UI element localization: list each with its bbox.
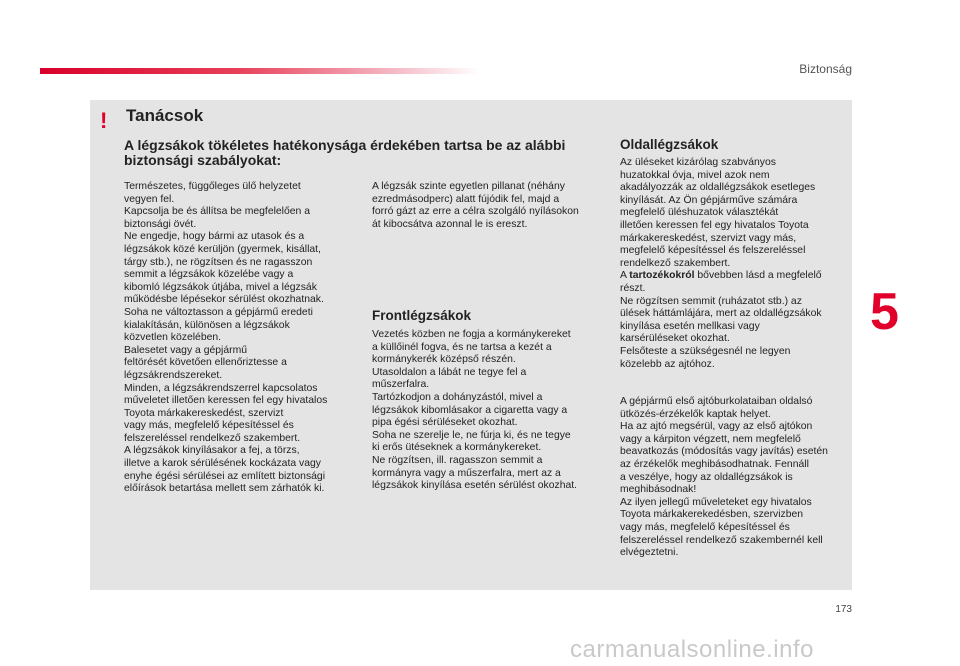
accessories-keyword: tartozékokról	[629, 270, 695, 282]
front-airbags-heading: Frontlégzsákok	[372, 308, 472, 323]
exclamation-icon: !	[100, 108, 108, 133]
main-heading: A légzsákok tökéletes hatékonysága érdekében tartsa be az alábbi biztonsági szabályokat:	[124, 137, 566, 168]
panel-title: Tanácsok	[126, 106, 204, 125]
watermark: carmanualsonline.info	[570, 636, 814, 663]
chapter-number: 5	[870, 283, 899, 341]
airbag-inflation-text: A légzsák szinte egyetlen pillanat (néhány ezredmásodperc) alatt fújódik fel, majd a forró gázt az erre a célra szolgáló nyílásokon át kibocsátva azonnal le is ereszt.	[372, 181, 579, 230]
side-airbags-text	[620, 157, 848, 371]
general-rules-text: Természetes, függőleges ülő helyzetet vegyen fel. Kapcsolja be és állítsa be megfelelően a biztonsági övét. Ne engedje, hogy bármi az utasok és a légzsákok közé kerüljön (gyermek, kisállat, tárgy stb.), ne rögzítsen és ne ragasszon semmit a légzsákok közelébe vagy a kibomló légzsákok útjába, mivel a légzsák működésbe lépésekor sérülést okozhatnak. Soha ne változtasson a gépjármű eredeti kialakításán, különösen a légzsákok közvetlen közelében. Balesetet vagy a gépjármű feltörését követően ellenőriztesse a légzsákrendszereket. Minden, a légzsákrendszerrel kapcsolatos műveletet illetően keressen fel egy hivatalos Toyota márkakereskedést, szervizt vagy más, megfelelő képesítéssel és felszereléssel rendelkező szakembert. A légzsákok kinyílásakor a fej, a törzs, illetve a karok sérülésének kockázata vagy enyhe égési sérülései az említett biztonsági előírások betartása mellett sem zárhatók ki.	[124, 181, 328, 495]
section-label: Biztonság	[799, 62, 852, 76]
header-accent-bar	[40, 68, 480, 74]
side-text-part-b: bővebben lásd a megfelelő részt. Ne rögzítsen semmit (ruházatot stb.) az ülések háttámlájára, mert az oldallégzsákok kinyílása esetén mellkasi vagy karsérüléseket okozhat. Felsőteste a szükségesnél ne legyen közelebb az ajtóhoz.	[620, 270, 822, 370]
side-sensors-text: A gépjármű első ajtóburkolataiban oldalsó ütközés-érzékelők kaptak helyet. Ha az ajtó megsérül, vagy az első ajtókon vagy a kárpiton végzett, nem megfelelő beavatkozás (módosítás vagy javítás) esetén az érzékelők meghibásodhatnak. Fennáll a veszélye, hogy az oldallégzsákok is meghibásodnak! Az ilyen jellegű műveleteket egy hivatalos Toyota márkakerekedésben, szervizben vagy más, megfelelő képesítéssel és felszereléssel rendelkező szakembernél kell elvégeztetni.	[620, 396, 828, 559]
front-airbags-text: Vezetés közben ne fogja a kormánykereket a küllőinél fogva, és ne tartsa a kezét a kormánykerék középső részén. Utasoldalon a lábát ne tegye fel a műszerfalra. Tartózkodjon a dohányzástól, mivel a légzsákok kibomlásakor a cigaretta vagy a pipa égési sérüléseket okozhat. Soha ne szerelje le, ne fúrja ki, és ne tegye ki erős ütéseknek a kormánykereket. Ne rögzítsen, ill. ragasszon semmit a kormányra vagy a műszerfalra, mert az a légzsákok kinyílása esetén sérülést okozhat.	[372, 329, 578, 492]
side-airbags-heading: Oldallégzsákok	[620, 137, 719, 152]
page-number: 173	[835, 604, 852, 615]
side-text-part-a: Az üléseket kizárólag szabványos huzatokkal óvja, mivel azok nem akadályozzák az oldallégzsákok esetleges kinyílását. Az Ön gépjárműve számára megfelelő üléshuzatok választékát illetően keressen fel egy hivatalos Toyota márkakereskedést, szervizt vagy más, megfelelő képesítéssel és felszereléssel rendelkező szakembert. A	[620, 157, 816, 282]
